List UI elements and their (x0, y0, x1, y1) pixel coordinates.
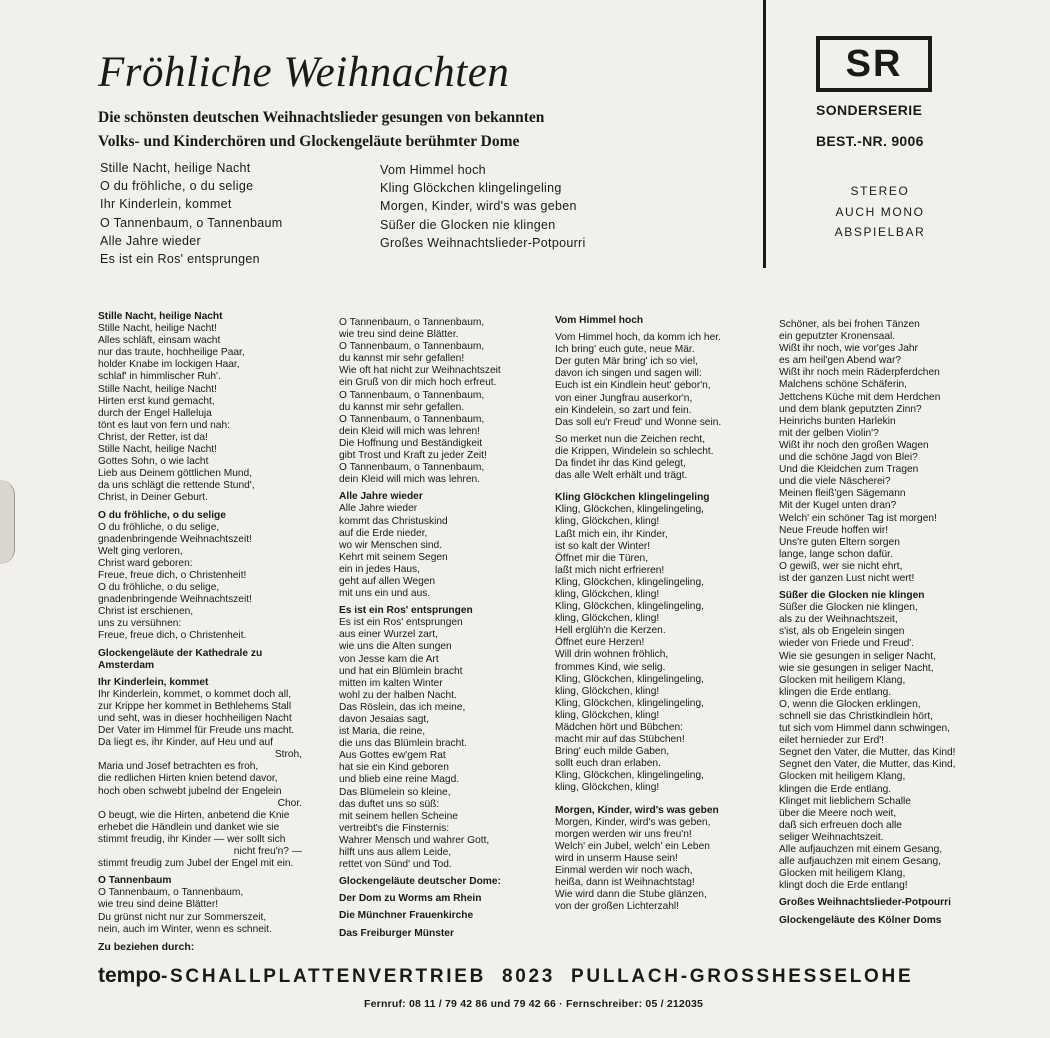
song-heading: Kling Glöckchen klingelingeling (555, 492, 710, 504)
lyric-line: hilft uns aus allem Leide, (339, 847, 452, 859)
lyric-line: Jettchens Küche mit dem Herdchen (779, 391, 941, 403)
lyric-line: Die Hoffnung und Beständigkeit (339, 437, 483, 449)
lyric-line: auf die Erde nieder, (339, 527, 428, 539)
lyric-line: Christ ist erschienen, (98, 606, 194, 618)
lyric-line: Stille Nacht, heilige Nacht! (98, 383, 217, 395)
lyric-line: O Tannenbaum, o Tannenbaum, (339, 341, 485, 353)
lyric-line: schlaf' in himmlischer Ruh'. (98, 371, 221, 383)
lyric-line: seliger Weihnachtszeit. (779, 831, 884, 843)
lyric-line: zur Krippe her kommet in Bethlehems Stall (98, 700, 292, 712)
lyric-line: du kannst mir sehr gefallen! (339, 353, 465, 365)
lyric-line: wo wir Menschen sind. (339, 539, 443, 551)
lyric-line: Kling, Glöckchen, klingelingeling, (555, 697, 704, 709)
lyric-line: ist Maria, die reine, (339, 726, 426, 738)
lyric-line: Alles schläft, einsam wacht (98, 335, 221, 347)
lyric-line: das duftet uns so süß: (339, 798, 440, 810)
lyric-line: Christ ward geboren: (98, 557, 193, 569)
song-heading: Süßer die Glocken nie klingen (779, 590, 925, 602)
lyric-line: Alle aufjauchzen mit einem Gesang, (779, 844, 943, 856)
lyric-line: Da liegt es, ihr Kinder, auf Heu und auf (98, 737, 273, 749)
song-heading: Glockengeläute der Kathedrale zu (98, 647, 263, 659)
lyric-line: Mit der Kugel unten dran? (779, 500, 897, 512)
lyric-line: als zu der Weihnachtszeit, (779, 614, 898, 626)
lyric-line: Will drin wohnen fröhlich, (555, 649, 669, 661)
song-heading: Großes Weihnachtslieder-Potpourri (779, 897, 951, 909)
lyric-line: Der Vater im Himmel für Freude uns macht. (98, 725, 295, 737)
lyric-line: Stille Nacht, heilige Nacht! (98, 444, 217, 456)
lyric-line: Bring' euch milde Gaben, (555, 746, 670, 758)
lyric-line: Ich bring' euch gute, neue Mär. (555, 344, 695, 356)
lyric-line: rettet von Sünd' und Tod. (339, 859, 452, 871)
lyric-line: eilet hernieder zur Erd'! (779, 735, 885, 747)
lyric-line: Süßer die Glocken nie klingen, (779, 602, 918, 614)
lyric-line: es am heil'gen Abend war? (779, 355, 902, 367)
lyric-line: Freue, freue dich, o Christenheit! (98, 569, 247, 581)
lyric-line: Klinget mit lieblichem Schalle (779, 795, 911, 807)
lyric-line: schnell sie das Christkindlein hört, (779, 711, 934, 722)
lyric-line: Neue Freude hoffen wir! (779, 524, 889, 536)
page-title: Fröhliche Weihnachten (98, 49, 510, 96)
lyric-line: mit seinem hellen Scheine (339, 810, 458, 822)
lyric-line: hat sie ein Kind geboren (339, 762, 449, 774)
lyric-line: frommes Kind, wie selig. (555, 661, 666, 673)
lyric-line: Laßt mich ein, ihr Kinder, (555, 528, 668, 540)
lyric-line: da uns schlägt die rettende Stund', (98, 480, 255, 492)
lyric-line: O gewiß, wer sie nicht ehrt, (779, 560, 903, 572)
playback-line: STEREO (850, 184, 910, 198)
lyric-line: Wißt ihr noch mein Räderpferdchen (779, 367, 940, 379)
song-heading: O du fröhliche, o du selige (98, 509, 226, 521)
lyric-line: ein Gruß von dir mich hoch erfreut. (339, 377, 497, 389)
lyric-line: Kling, Glöckchen, klingelingeling, (555, 576, 704, 588)
lyric-line: und hat ein Blümlein bracht (339, 665, 463, 677)
lyric-line: macht mir auf das Stübchen! (555, 734, 685, 746)
lyric-line: Vom Himmel hoch, da komm ich her. (555, 332, 721, 344)
lyric-line: ein geputzter Kronensaal. (779, 331, 896, 343)
lyric-line: dein Kleid will mich was lehren. (339, 474, 480, 486)
lyric-line: Wie sie gesungen in seliger Nacht, (779, 650, 936, 662)
lyric-line: uns zu versühnen: (98, 618, 182, 630)
lyric-line: O Tannenbaum, o Tannenbaum, (339, 462, 485, 474)
lyric-line: kling, Glöckchen, kling! (555, 685, 660, 697)
lyric-line: das alle Welt erhält und trägt. (555, 470, 688, 482)
song-list-right (380, 161, 586, 252)
lyric-line: Glocken mit heiligem Klang, (779, 771, 906, 783)
lyric-line: nein, auch im Winter, wenn es schneit. (98, 923, 272, 935)
song-title: Stille Nacht, heilige Nacht (100, 161, 251, 175)
lyric-line: Kling, Glöckchen, klingelingeling, (555, 601, 704, 613)
song-title: Kling Glöckchen klingelingeling (380, 181, 562, 196)
lyric-line: kling, Glöckchen, kling! (555, 782, 660, 794)
lyric-line: stimmt freudig, ihr Kinder — wer sollt sich (98, 833, 286, 845)
song-heading: Alle Jahre wieder (339, 491, 423, 503)
order-label: Zu beziehen durch: (98, 941, 195, 953)
lyric-line: klingt doch die Erde entlang! (779, 880, 908, 892)
lyric-line: Gottes Sohn, o wie lacht (98, 456, 209, 468)
playback-line: AUCH MONO (835, 204, 925, 219)
lyric-line: O Tannenbaum, o Tannenbaum, (339, 413, 485, 425)
lyric-line: Stille Nacht, heilige Nacht! (98, 323, 217, 335)
lyric-line: aus einer Wurzel zart, (339, 629, 438, 641)
lyric-line: Lieb aus Deinem göttlichen Mund, (98, 468, 253, 480)
lyric-line: O du fröhliche, o du selige, (98, 521, 220, 533)
subtitle-line: Die schönsten deutschen Weihnachtslieder gesungen von bekannten (98, 109, 545, 126)
lyric-line: gnadenbringende Weihnachtszeit! (98, 594, 252, 606)
song-title: Ihr Kinderlein, kommet (100, 197, 232, 212)
lyric-line: wie treu sind deine Blätter! (98, 899, 219, 911)
logo-text: SR (845, 42, 903, 85)
lyric-line: davon ich singen und sagen will: (555, 368, 702, 380)
lyric-line: Aus Gottes ew'gem Rat (339, 750, 446, 762)
lyric-line: wird in unserm Hause sein! (555, 852, 678, 864)
lyric-line: Segnet den Vater, die Mutter, das Kind, (779, 759, 956, 771)
lyric-line: nur das traute, hochheilige Paar, (98, 347, 245, 359)
lyric-line: Welt ging verloren, (98, 545, 183, 557)
lyric-line: wie uns die Alten sungen (339, 641, 452, 653)
lyric-line: Du grünst nicht nur zur Sommerszeit, (98, 911, 267, 923)
lyric-line: wieder von Friede und Freud'. (779, 638, 915, 650)
lyric-line: vertreibt's die Finsternis: (339, 822, 450, 834)
lyric-line: tönt es laut von fern und nah: (98, 419, 230, 431)
lyric-line: hoch oben schwebt jubelnd der Engelein (98, 785, 282, 797)
lyric-line: O, wenn die Glocken erklingen, (779, 698, 921, 710)
lyric-line: und seht, was in dieser hochheiligen Nacht (98, 713, 292, 724)
lyric-line: Da findet ihr das Kind gelegt, (555, 458, 686, 470)
song-heading: Amsterdam (98, 659, 155, 671)
lyric-line: Segnet den Vater, die Mutter, das Kind! (779, 747, 956, 759)
song-heading: Vom Himmel hoch (555, 315, 644, 326)
lyric-line: Kling, Glöckchen, klingelingeling, (555, 770, 704, 782)
lyric-line: Euch ist ein Kindlein heut' gebor'n, (555, 380, 711, 392)
lyric-line: Alle Jahre wieder (339, 503, 418, 515)
lyric-line: Wißt ihr noch, wie vor'ges Jahr (779, 343, 918, 355)
lyric-line: Glocken mit heiligem Klang, (779, 868, 906, 880)
lyric-line: O beugt, wie die Hirten, anbetend die Knie (98, 809, 290, 821)
lyric-line: davon Jesaias sagt, (339, 714, 430, 725)
lyric-line: Öffnet eure Herzen! (555, 637, 645, 649)
lyric-line: O du fröhliche, o du selige, (98, 582, 220, 594)
lyric-line: morgen werden wir uns freu'n! (555, 828, 692, 840)
lyric-line: und die schöne Jagd von Blei? (779, 452, 918, 464)
catalog-number: BEST.-NR. 9006 (816, 133, 924, 149)
distributor-line (98, 964, 913, 988)
playback-line: ABSPIELBAR (834, 225, 926, 239)
song-heading: Glockengeläute deutscher Dome: (339, 876, 501, 888)
lyric-line: Mädchen hört und Bübchen: (555, 722, 684, 733)
lyric-line: wie treu sind deine Blätter. (339, 329, 459, 341)
lyric-line: von der großen Lichterzahl! (555, 901, 680, 913)
playback-info (818, 181, 942, 243)
lyric-line: sollt euch dran erlaben. (555, 758, 661, 770)
lyric-line: holder Knabe im lockigen Haar, (98, 359, 240, 371)
lyric-line: mit uns ein und aus. (339, 588, 431, 600)
lyric-line: Christ, der Retter, ist da! (98, 431, 208, 443)
company-address: -SCHALLPLATTENVERTRIEB 8023 PULLACH-GROSSHESSELOHE (161, 966, 914, 987)
brand-name: tempo (98, 964, 161, 987)
lyric-line: von Jesse kam die Art (339, 653, 439, 665)
lyric-line: durch der Engel Halleluja (98, 407, 212, 419)
lyrics-column-1 (98, 311, 302, 936)
song-title: Großes Weihnachtslieder-Potpourri (380, 235, 586, 250)
song-heading: Es ist ein Ros' entsprungen (339, 605, 473, 617)
lyric-line: und dem blank geputzten Zinn? (779, 403, 922, 415)
lyric-line: die uns das Blümlein bracht. (339, 738, 467, 750)
song-title: Vom Himmel hoch (380, 163, 486, 177)
song-title: Alle Jahre wieder (100, 233, 201, 248)
lyric-line: wohl zu der halben Nacht. (339, 689, 457, 701)
lyric-line: kommt das Christuskind (339, 515, 448, 527)
lyric-line: Kling, Glöckchen, klingelingeling, (555, 504, 704, 516)
song-heading: Der Dom zu Worms am Rhein (339, 893, 482, 905)
lyric-line: Das soll eu'r Freud' und Wonne sein. (555, 416, 722, 428)
lyric-line: Hirten erst kund gemacht, (98, 395, 215, 407)
lyric-line: Hell erglüh'n die Kerzen. (555, 625, 666, 637)
lyric-line: O Tannenbaum, o Tannenbaum, (339, 317, 485, 328)
lyric-line: ein in jedes Haus, (339, 563, 420, 575)
lyric-line: Freue, freue dich, o Christenheit. (98, 630, 247, 642)
lyric-line: heißa, dann ist Weihnachtstag! (555, 877, 695, 889)
subtitle (98, 106, 718, 154)
lyric-line: Welch' ein schöner Tag ist morgen! (779, 512, 937, 524)
lyric-line: Der guten Mär bring' ich so viel, (555, 356, 698, 368)
song-title: O du fröhliche, o du selige (100, 179, 254, 194)
lyric-line: stimmt freudig zum Jubel der Engel mit ein. (98, 858, 294, 870)
divider-line (763, 0, 766, 268)
lyric-line: Malchens schöne Schäferin, (779, 379, 907, 391)
contact-info: Fernruf: 08 11 / 79 42 86 und 79 42 66 · Fernschreiber: 05 / 212035 (364, 998, 704, 1010)
lyric-line: Maria und Josef betrachten es froh, (98, 761, 259, 773)
lyric-line: s'ist, als ob Engelein singen (779, 626, 905, 638)
lyric-line: kling, Glöckchen, kling! (555, 709, 660, 721)
lyric-line: Und die Kleidchen zum Tragen (779, 464, 919, 476)
lyric-line: Christ, in Deiner Geburt. (98, 492, 208, 504)
lyric-line: So merket nun die Zeichen recht, (555, 433, 706, 445)
lyric-line: geht auf allen Wegen (339, 575, 436, 587)
lyric-line: lange, lange schon dafür. (779, 548, 893, 560)
lyric-line: wie sie gesungen in seliger Nacht, (779, 662, 934, 674)
lyric-line: ist so kalt der Winter! (555, 540, 651, 552)
lyric-line: mit der gelben Violin'? (779, 427, 879, 439)
lyric-line: ein Kindelein, so zart und fein. (555, 404, 692, 416)
lyric-line: dein Kleid will mich was lehren! (339, 425, 480, 437)
lyric-line: Das Blümelein so kleine, (339, 786, 451, 798)
lyric-line: Morgen, Kinder, wird's was geben, (555, 816, 711, 828)
lyrics-column-4 (779, 319, 957, 927)
lyric-line: Chor. (277, 797, 302, 809)
lyric-line: und blieb eine reine Magd. (339, 774, 460, 786)
lyric-line: Das Röslein, das ich meine, (339, 701, 466, 713)
lyric-line: klingen die Erde entlang. (779, 686, 892, 698)
lyric-line: kling, Glöckchen, kling! (555, 516, 660, 528)
lyric-line: Wie wird dann die Stube glänzen, (555, 889, 707, 901)
lyric-line: alle aufjauchzen mit einem Gesang, (779, 856, 941, 868)
song-heading: Ihr Kinderlein, kommet (98, 676, 209, 688)
lyric-line: kling, Glöckchen, kling! (555, 613, 660, 625)
lyric-line: Meinen fleiß'gen Sägemann (779, 488, 906, 500)
lyrics-column-3 (555, 315, 755, 913)
lyric-line: O Tannenbaum, o Tannenbaum, (98, 887, 244, 899)
lyric-line: Öffnet mir die Türen, (555, 552, 649, 564)
lyric-line: Wißt ihr noch den großen Wagen (779, 439, 929, 451)
lyric-line: klingen die Erde entlang. (779, 783, 892, 795)
lyric-line: Heinrichs bunten Harlekin (779, 415, 896, 427)
song-title: Es ist ein Ros' entsprungen (100, 252, 260, 267)
lyric-line: Ihr Kinderlein, kommet, o kommet doch all, (98, 688, 292, 700)
lyric-line: und die viele Näscherei? (779, 476, 891, 488)
lyric-line: kling, Glöckchen, kling! (555, 588, 660, 600)
lyric-line: Kehrt mit seinem Segen (339, 551, 448, 563)
subtitle-line: Volks- und Kinderchören und Glockengeläute berühmter Dome (98, 133, 520, 150)
lyric-line: über die Meere noch weit, (779, 807, 897, 819)
song-heading: Glockengeläute des Kölner Doms (779, 914, 942, 926)
lyric-line: O Tannenbaum, o Tannenbaum, (339, 389, 485, 401)
lyric-line: nicht freu'n? — (233, 846, 302, 858)
label-logo (816, 36, 932, 92)
lyric-line: Kling, Glöckchen, klingelingeling, (555, 673, 704, 685)
lyric-line: Stroh, (274, 749, 302, 761)
lyric-line: Wie oft hat nicht zur Weihnachtszeit (339, 365, 501, 377)
lyric-line: tut sich vom Himmel dann schwingen, (779, 723, 950, 735)
lyric-line: daß sich erfreuen doch alle (779, 819, 902, 831)
series-name: SONDERSERIE (816, 102, 923, 118)
song-list-left (100, 159, 282, 268)
lyric-line: gnadenbringende Weihnachtszeit! (98, 533, 252, 545)
lyric-line: Wahrer Mensch und wahrer Gott, (339, 834, 490, 846)
lyric-line: Uns're guten Eltern sorgen (779, 536, 900, 548)
lyric-line: du kannst mir sehr gefallen. (339, 401, 465, 413)
sleeve-edge (0, 480, 15, 564)
lyric-line: Welch' ein Jubel, welch' ein Leben (555, 840, 710, 852)
lyric-line: die Krippen, Windelein so schlecht. (555, 445, 714, 457)
lyric-line: ist der ganzen Lust nicht wert! (779, 572, 915, 584)
lyric-line: von einer Jungfrau auserkor'n, (555, 392, 693, 404)
song-title: O Tannenbaum, o Tannenbaum (100, 215, 283, 230)
lyric-line: Schöner, als bei frohen Tänzen (779, 319, 920, 330)
lyric-line: erhebet die Händlein und danket wie sie (98, 821, 280, 833)
lyric-line: Glocken mit heiligem Klang, (779, 674, 906, 686)
song-title: Süßer die Glocken nie klingen (380, 217, 556, 232)
lyric-line: laßt mich nicht erfrieren! (555, 564, 665, 576)
lyrics-column-2 (339, 317, 539, 940)
lyric-line: Es ist ein Ros' entsprungen (339, 617, 463, 629)
lyric-line: mitten im kalten Winter (339, 677, 443, 689)
song-heading: Die Münchner Frauenkirche (339, 910, 474, 922)
song-heading: Stille Nacht, heilige Nacht (98, 311, 223, 322)
lyric-line: gibt Trost und Kraft zu jeder Zeit! (339, 450, 487, 462)
lyric-line: die redlichen Hirten knien betend davor, (98, 773, 278, 785)
song-heading: O Tannenbaum (98, 875, 172, 887)
song-heading: Das Freiburger Münster (339, 927, 454, 939)
song-title: Morgen, Kinder, wird's was geben (380, 199, 577, 214)
song-heading: Morgen, Kinder, wird's was geben (555, 804, 719, 816)
lyric-line: Einmal werden wir noch wach, (555, 865, 693, 877)
